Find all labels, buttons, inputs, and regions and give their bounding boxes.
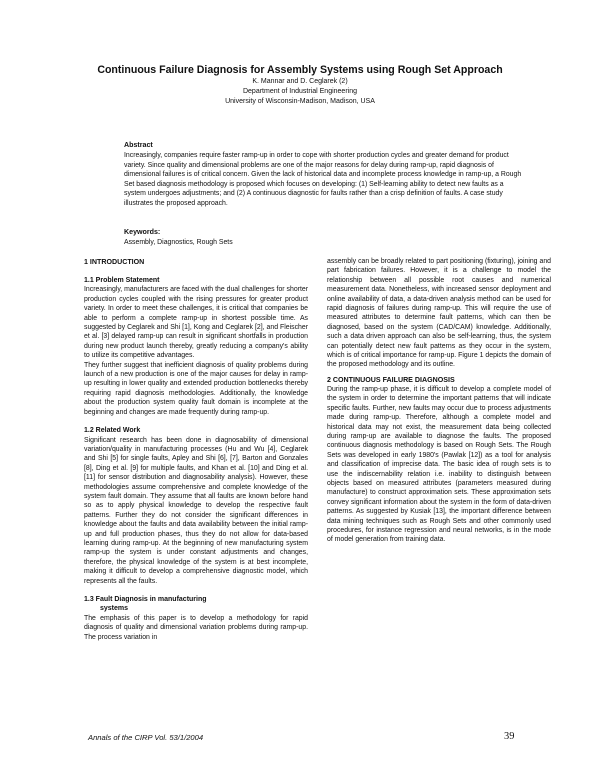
- section-1-3-heading-line-1: 1.3 Fault Diagnosis in manufacturing: [84, 596, 207, 603]
- paper-title: Continuous Failure Diagnosis for Assembly Systems using Rough Set Approach: [97, 64, 503, 76]
- section-1-1-heading: 1.1 Problem Statement: [84, 277, 160, 284]
- abstract-text: Increasingly, companies require faster ramp-up in order to cope with shorter production cycles and greater demand for product variety. Since quality and dimensional problems are one of the major reasons for delay during ramp-up, rapid diagnosis of dimensional failures is of critical concern. Given the lack of historical data and incomplete process knowledge in ramp-up, a Rough Set based diagnosis methodology is proposed which focuses on developing: (1) Self-learning ability to detect new faults as a system undergoes adjustments; and (2) A continuous diagnostic for faults rather than a crisp definition of faults. A case study illustrates the proposed approach.: [124, 152, 522, 207]
- keywords-text: Assembly, Diagnostics, Rough Sets: [124, 239, 233, 246]
- section-1-1-paragraph-2: They further suggest that inefficient diagnosis of quality problems during launch of a new production is one of the major causes for delay in ramp-up resulting in lower quality and extended production bottlenecks thereby requiring rapid diagnosis methodologies. Additionally, the knowledge about the production system quality fault domain is incomplete at the beginning and changes are made frequently during ramp-up.: [84, 361, 308, 416]
- section-1-2-paragraph-1: Significant research has been done in diagnosability of dimensional variation/quality in manufacturing processes (Hu and Wu [4], Ceglarek and Shi [5] for single faults, Apley and Shi [6], [7], Barton and Gonzales [8], Ding et al. [9] for multiple faults, and Khan et al. [10] and Ding et al. [11] for sensor distribution and diagnosability analysis). However, these methodologies assume comprehensive and complete knowledge of the system fault domain. They assume that all faults are known before hand so as to apply physical knowledge to develop the respective fault patterns. Further they do not consider the significant differences in knowledge about the faults and data availability between the initial ramp-up and full production phases, thus they do not allow for data-based learning during ramp-up. At the beginning of new manufacturing system ramp-up the system is under constant adjustments and changes, therefore, the physical knowledge of the system is at best incomplete, making it difficult to develop a comprehensive diagnostic model, which represents all the faults.: [84, 436, 308, 585]
- journal-footer: Annals of the CIRP Vol. 53/1/2004: [88, 733, 204, 742]
- keywords-heading: Keywords:: [124, 228, 161, 236]
- page-number: 39: [504, 731, 515, 742]
- section-1-1-paragraph-1: Increasingly, manufacturers are faced with the dual challenges for shorter production cycles coupled with the rising pressures for greater product variety. In order to meet these challenges, it is critical that companies be able to perform a complete ramp-up in shortest possible time. As suggested by Ceglarek and Shi [1], Kong and Ceglarek [2], and Fleischer et al. [3] delayed ramp-up can result in significant shortfalls in production during new product launch thereby, greatly reducing a company's ability to utilize its competitive advantages.: [84, 286, 308, 360]
- section-1-2-heading: 1.2 Related Work: [84, 427, 141, 435]
- left-column: [84, 257, 308, 642]
- section-1-3-paragraph-1: The emphasis of this paper is to develop a methodology for rapid diagnosis of quality and dimensional variation problems during ramp-up. The process variation in: [84, 614, 308, 641]
- abstract-heading: Abstract: [124, 141, 153, 149]
- section-1-3-heading: [84, 595, 308, 614]
- section-2-heading: 2 CONTINUOUS FAILURE DIAGNOSIS: [327, 375, 455, 384]
- authors: K. Mannar and D. Ceglarek (2): [252, 78, 348, 85]
- section-2-paragraph-1: During the ramp-up phase, it is difficult to develop a complete model of the system in order to determine the important patterns that will indicate specific faults. Further, new faults may occur due to process adjustments made during ramp-up. Therefore, although a complete model and historical data may not exist, the measurement data being collected during ramp-up are available to diagnose the faults. The proposed continuous diagnosis methodology is based on Rough Sets. The Rough Sets was developed in early 1980's (Pawlak [12]) as a tool for analysis and classification of imprecise data. The basic idea of rough sets is to use the indiscernability relation i.e. inability to distinguish between objects based on measured attributes (parameters measured during manufacture) to construct approximation sets. These approximation sets convey significant information about the system in the form of data-driven patterns. As suggested by Kusiak [13], the important difference between data mining techniques such as Rough Sets and other commonly used procedures, for instance regression and neural networks, is in the mode of model generation from training data.: [327, 385, 551, 544]
- section-1-3-heading-line-2: systems: [100, 605, 129, 613]
- department: Department of Industrial Engineering: [242, 88, 357, 95]
- section-1-heading: 1 INTRODUCTION: [84, 258, 145, 266]
- university: University of Wisconsin-Madison, Madison, USA: [225, 98, 375, 105]
- right-column: [327, 257, 551, 545]
- right-paragraph-1: assembly can be broadly related to part positioning (fixturing), joining and part fabrication failures. However, it is a challenge to model the relationship between all possible root causes and numerical measurement data. Nonetheless, with increased sensor deployment and online availability of data, a data-driven analysis method can be used for rapid diagnosis of failures during ramp-up. This will require the use of measured attributes to determine fault patterns, which can then be diagnosed, based on the system (CAD/CAM) knowledge. Additionally, such a data driven approach can also be self-learning, thus, the system can potentially detect new fault patterns as they occur in the system, which is of critical importance for ramp-up. Figure 1 depicts the domain of the proposed methodology and its outline.: [327, 258, 551, 369]
